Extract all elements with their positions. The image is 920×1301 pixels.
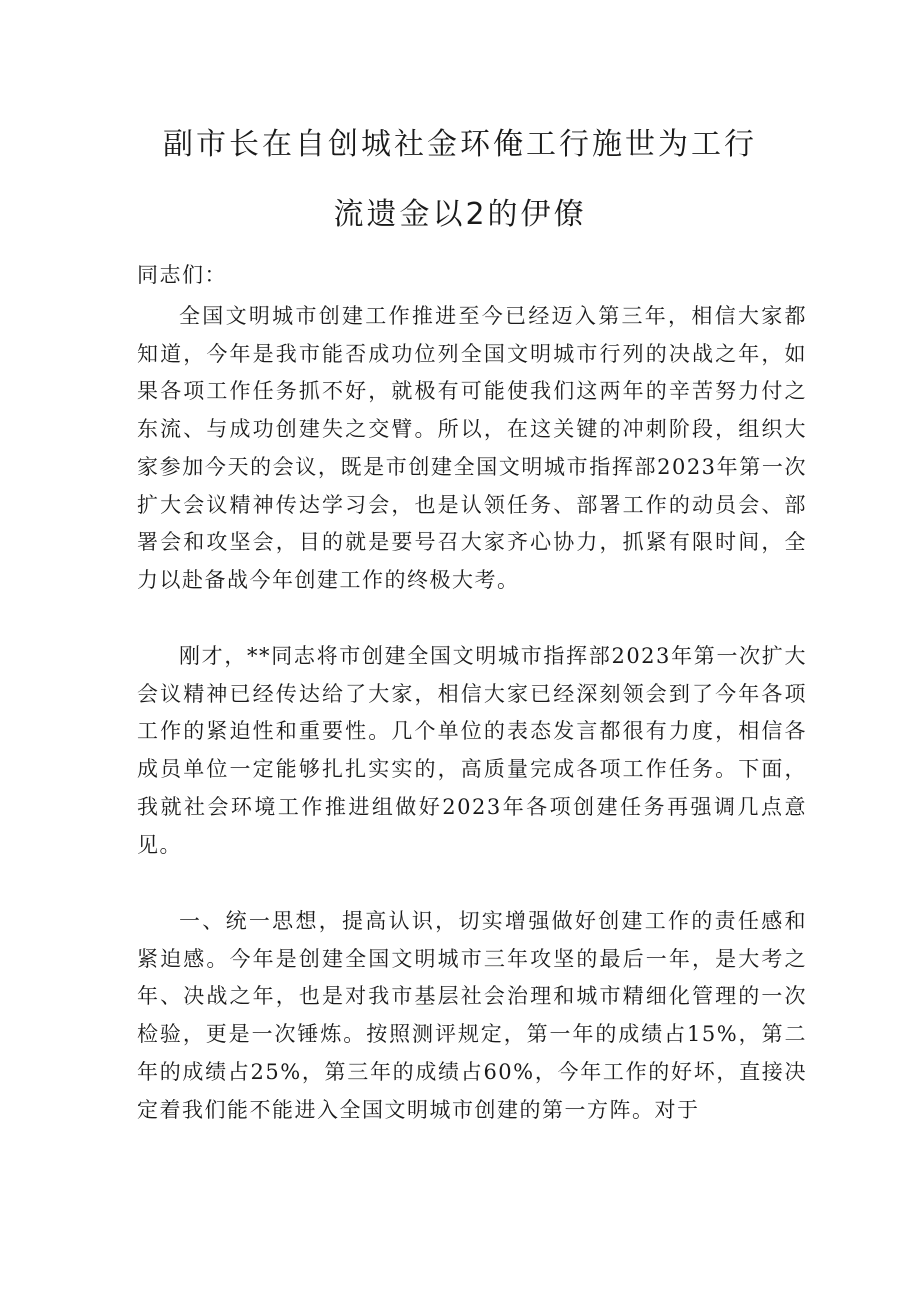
paragraph-2: 刚才，**同志将市创建全国文明城市指挥部2023年第一次扩大会议精神已经传达给了大家，相信大家已经深刻领会到了今年各项工作的紧迫性和重要性。几个单位的表态发言都很有力度，相信各成员单位一定能够扎扎实实的，高质量完成各项工作任务。下面，我就社会环境工作推进组做好2023年各项创建任务再强调几点意见。 bbox=[137, 644, 807, 857]
document-title-line-2: 流遗金以2的伊僚 bbox=[333, 197, 587, 232]
salutation: 同志们： bbox=[137, 263, 227, 287]
paragraph-3: 一、统一思想，提高认识，切实增强做好创建工作的责任感和紧迫感。今年是创建全国文明城市三年攻坚的最后一年，是大考之年、决战之年，也是对我市基层社会治理和城市精细化管理的一次检验，更是一次锤炼。按照测评规定，第一年的成绩占15%，第二年的成绩占25%，第三年的成绩占60%，今年工作的好坏，直接决定着我们能不能进入全国文明城市创建的第一方阵。对于 bbox=[137, 909, 807, 1122]
document-title-line-1: 副市长在自创城社金环俺工行施世为工行 bbox=[163, 127, 757, 162]
paragraph-1: 全国文明城市创建工作推进至今已经迈入第三年，相信大家都知道，今年是我市能否成功位列全国文明城市行列的决战之年，如果各项工作任务抓不好，就极有可能使我们这两年的辛苦努力付之东流、与成功创建失之交臂。所以，在这关键的冲刺阶段，组织大家参加今天的会议，既是市创建全国文明城市指挥部2023年第一次扩大会议精神传达学习会，也是认领任务、部署工作的动员会、部署会和攻坚会，目的就是要号召大家齐心协力，抓紧有限时间，全力以赴备战今年创建工作的终极大考。 bbox=[137, 304, 807, 592]
